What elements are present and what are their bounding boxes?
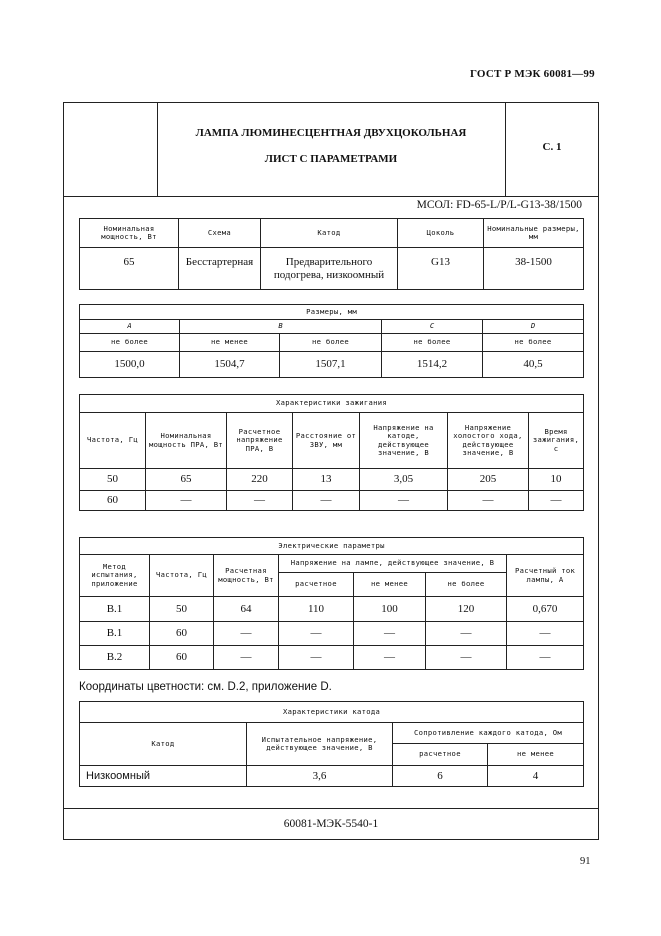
ign-header: Частота, Гц xyxy=(80,413,146,469)
ign-cell: — xyxy=(529,491,584,511)
cat-cell: 6 xyxy=(393,766,488,787)
el-cell: B.1 xyxy=(80,622,150,646)
ign-cell: 3,05 xyxy=(360,469,448,491)
ign-cell: — xyxy=(146,491,227,511)
el-cell: — xyxy=(279,622,354,646)
cell-power: 65 xyxy=(80,248,179,290)
dim-limit: не более xyxy=(483,334,584,352)
ignition-table xyxy=(79,394,584,511)
header-cathode: Катод xyxy=(261,219,398,248)
cell-base: G13 xyxy=(398,248,484,290)
el-cell: — xyxy=(426,622,507,646)
el-cell: 100 xyxy=(354,597,426,622)
general-table xyxy=(79,218,584,290)
el-cell: 60 xyxy=(150,622,214,646)
ign-cell: 50 xyxy=(80,469,146,491)
el-sub-header: не менее xyxy=(354,573,426,597)
el-cell: 0,670 xyxy=(507,597,584,622)
cathode-table xyxy=(79,701,584,787)
ign-cell: 220 xyxy=(227,469,293,491)
dim-value: 1504,7 xyxy=(180,352,280,378)
ign-cell: 205 xyxy=(448,469,529,491)
cell-scheme: Бесстартерная xyxy=(179,248,261,290)
sheet-title-line2: ЛИСТ С ПАРАМЕТРАМИ xyxy=(264,153,398,165)
dimensions-table xyxy=(79,304,584,378)
dimensions-title: Размеры, мм xyxy=(80,305,584,320)
dim-letter-a: A xyxy=(80,320,180,334)
el-cell: 120 xyxy=(426,597,507,622)
cat-header-test-voltage: Испытательное напряжение, действующее значение, В xyxy=(247,723,393,766)
lamp-code: МСОЛ: FD-65-L/P/L-G13-38/1500 xyxy=(416,199,582,211)
standard-number: ГОСТ Р МЭК 60081—99 xyxy=(470,68,595,80)
el-cell: B.1 xyxy=(80,597,150,622)
cat-sub-header: расчетное xyxy=(393,744,488,766)
el-cell: — xyxy=(214,622,279,646)
cathode-title: Характеристики катода xyxy=(80,702,584,723)
footer-divider xyxy=(63,808,599,809)
el-header-power: Расчетная мощность, Вт xyxy=(214,555,279,597)
dim-letter-b: B xyxy=(180,320,382,334)
ign-header: Напряжение на катоде, действующее значение, В xyxy=(360,413,448,469)
ign-cell: — xyxy=(448,491,529,511)
header-power: Номинальная мощность, Вт xyxy=(80,219,179,248)
el-cell: — xyxy=(279,646,354,670)
dim-limit: не более xyxy=(280,334,382,352)
el-cell: — xyxy=(426,646,507,670)
ign-cell: — xyxy=(293,491,360,511)
el-header-current: Расчетный ток лампы, А xyxy=(507,555,584,597)
el-cell: 50 xyxy=(150,597,214,622)
el-sub-header: расчетное xyxy=(279,573,354,597)
cat-header-resistance: Сопротивление каждого катода, Ом xyxy=(393,723,584,744)
header-dimensions: Номинальные размеры, мм xyxy=(484,219,584,248)
ign-cell: 65 xyxy=(146,469,227,491)
dim-letter-d: D xyxy=(483,320,584,334)
el-header-voltage: Напряжение на лампе, действующее значение, В xyxy=(279,555,507,573)
cell-dimensions: 38-1500 xyxy=(484,248,584,290)
el-sub-header: не более xyxy=(426,573,507,597)
dim-limit: не более xyxy=(382,334,483,352)
cat-cell: 3,6 xyxy=(247,766,393,787)
ign-header: Напряжение холостого хода, действующее значение, В xyxy=(448,413,529,469)
footer-sheet-code: 60081-МЭК-5540-1 xyxy=(283,818,379,830)
cat-cell: Низкоомный xyxy=(80,766,247,787)
dim-value: 1500,0 xyxy=(80,352,180,378)
ign-cell: 13 xyxy=(293,469,360,491)
cat-cell: 4 xyxy=(488,766,584,787)
ign-header: Время зажигания, с xyxy=(529,413,584,469)
electrical-title: Электрические параметры xyxy=(80,538,584,555)
ign-header: Номинальная мощность ПРА, Вт xyxy=(146,413,227,469)
page-number: 91 xyxy=(580,856,591,867)
el-cell: B.2 xyxy=(80,646,150,670)
dim-value: 40,5 xyxy=(483,352,584,378)
dim-value: 1514,2 xyxy=(382,352,483,378)
sheet-title-line1: ЛАМПА ЛЮМИНЕСЦЕНТНАЯ ДВУХЦОКОЛЬНАЯ xyxy=(195,127,467,139)
el-header-frequency: Частота, Гц xyxy=(150,555,214,597)
el-header-method: Метод испытания, приложение xyxy=(80,555,150,597)
dim-limit: не менее xyxy=(180,334,280,352)
cell-cathode: Предварительного подогрева, низкоомный xyxy=(261,248,398,290)
el-cell: 110 xyxy=(279,597,354,622)
dim-letter-c: C xyxy=(382,320,483,334)
el-cell: 64 xyxy=(214,597,279,622)
ign-cell: 10 xyxy=(529,469,584,491)
el-cell: — xyxy=(507,646,584,670)
header-divider-left xyxy=(157,102,158,196)
el-cell: — xyxy=(354,622,426,646)
cat-header-cathode: Катод xyxy=(80,723,247,766)
dim-value: 1507,1 xyxy=(280,352,382,378)
sheet-page-label: С. 1 xyxy=(542,141,562,153)
dim-limit: не более xyxy=(80,334,180,352)
ign-header: Расчетное напряжение ПРА, В xyxy=(227,413,293,469)
ign-cell: 60 xyxy=(80,491,146,511)
cat-sub-header: не менее xyxy=(488,744,584,766)
header-divider xyxy=(63,196,599,197)
ign-header: Расстояние от ЗВУ, мм xyxy=(293,413,360,469)
ign-cell: — xyxy=(227,491,293,511)
el-cell: — xyxy=(354,646,426,670)
electrical-table xyxy=(79,537,584,670)
el-cell: — xyxy=(507,622,584,646)
chromaticity-note: Координаты цветности: см. D.2, приложение D. xyxy=(79,681,332,693)
el-cell: — xyxy=(214,646,279,670)
header-base: Цоколь xyxy=(398,219,484,248)
el-cell: 60 xyxy=(150,646,214,670)
header-scheme: Схема xyxy=(179,219,261,248)
ignition-title: Характеристики зажигания xyxy=(80,395,584,413)
ign-cell: — xyxy=(360,491,448,511)
